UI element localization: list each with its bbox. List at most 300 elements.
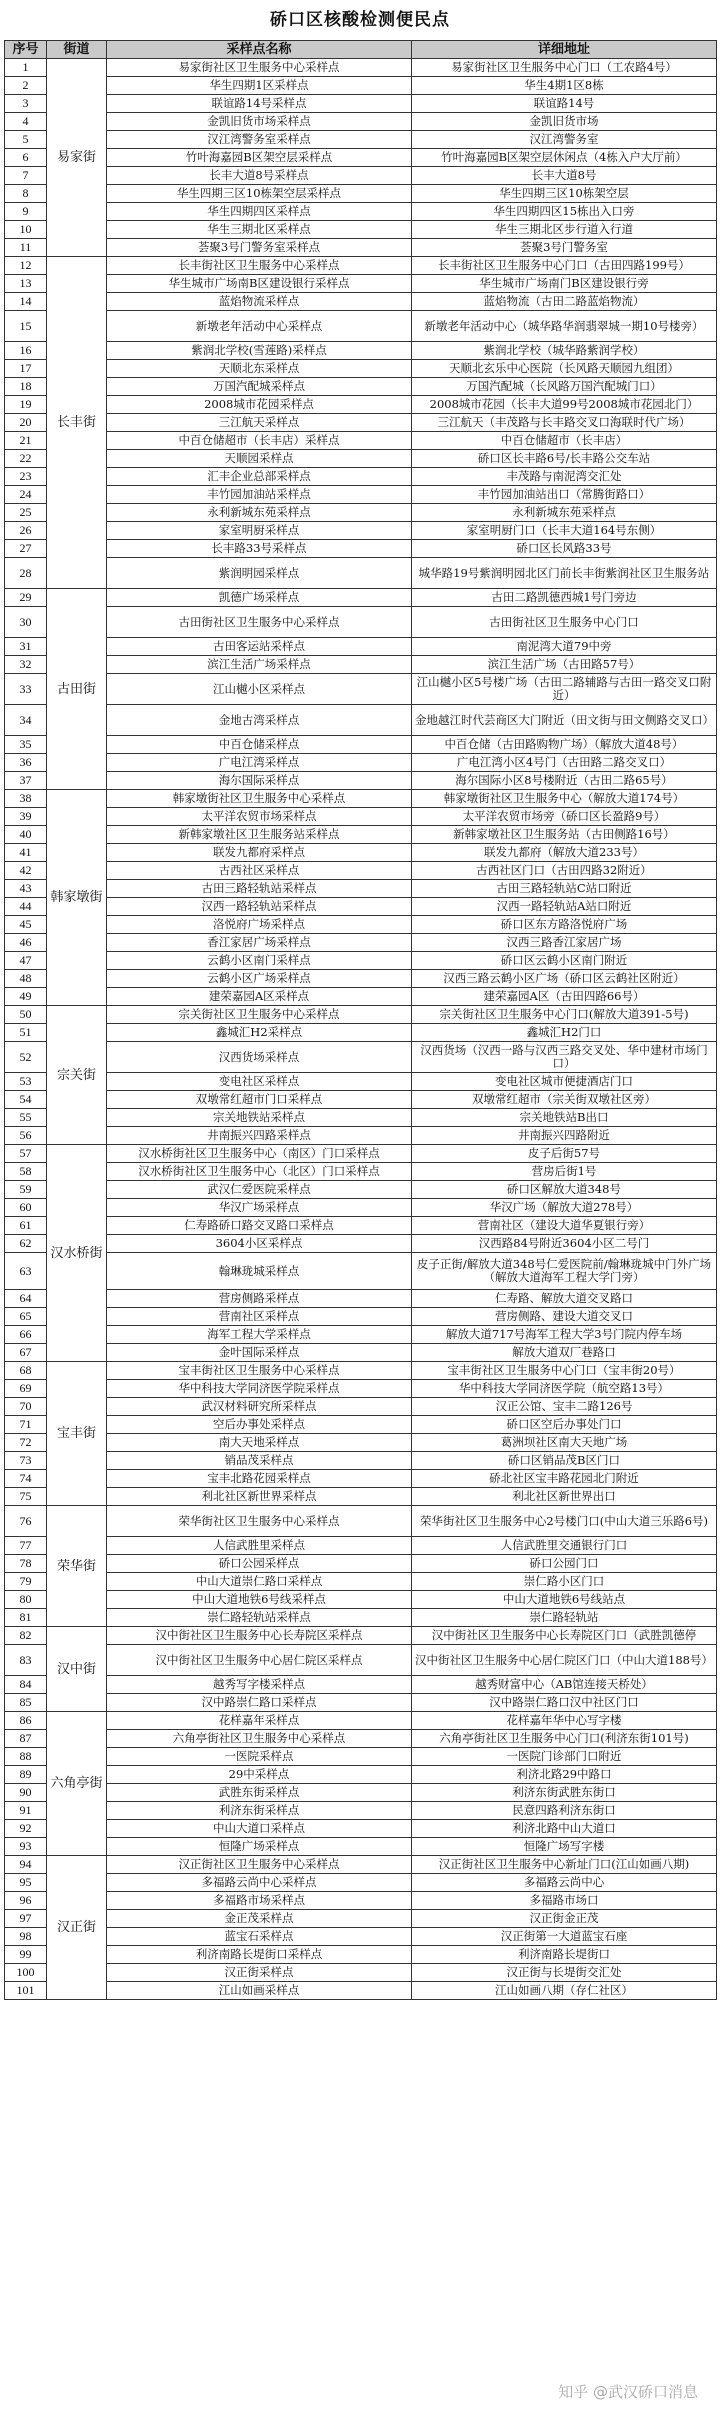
cell-site-name: 云鹤小区广场采样点: [107, 970, 412, 988]
cell-address: 华汉广场（解放大道278号）: [412, 1199, 717, 1217]
watermark-text: 知乎 @武汉硚口消息: [558, 2383, 698, 2401]
table-row: [5, 988, 717, 1006]
cell-site-name: 营南社区采样点: [107, 1308, 412, 1326]
table-row: [5, 656, 717, 674]
cell-address: 古西社区门口（古田四路32附近）: [412, 862, 717, 880]
cell-seq: 31: [5, 638, 47, 656]
table-row: [5, 952, 717, 970]
cell-address: 汉正街与长堤街交汇处: [412, 1964, 717, 1982]
cell-seq: 76: [5, 1506, 47, 1537]
cell-site-name: 永利新城东苑采样点: [107, 504, 412, 522]
cell-address: 井南振兴四路附近: [412, 1127, 717, 1145]
cell-address: 汉中街社区卫生服务中心居仁院区门口（中山大道188号）: [412, 1645, 717, 1676]
cell-site-name: 崇仁路轻轨站采样点: [107, 1609, 412, 1627]
cell-seq: 66: [5, 1326, 47, 1344]
cell-address: 华生三期北区步行道入行道: [412, 221, 717, 239]
table-row: [5, 1591, 717, 1609]
cell-address: 永利新城东苑采样点: [412, 504, 717, 522]
cell-address: 六角亭街社区卫生服务中心门口(利济东街101号): [412, 1730, 717, 1748]
table-row: [5, 1006, 717, 1024]
table-row: [5, 826, 717, 844]
cell-site-name: 武汉仁爱医院采样点: [107, 1181, 412, 1199]
cell-address: 利济东街武胜东街口: [412, 1784, 717, 1802]
cell-seq: 79: [5, 1573, 47, 1591]
cell-site-name: 南大天地采样点: [107, 1434, 412, 1452]
table-row: [5, 1694, 717, 1712]
cell-site-name: 一医院采样点: [107, 1748, 412, 1766]
cell-seq: 33: [5, 674, 47, 705]
cell-seq: 53: [5, 1073, 47, 1091]
cell-address: 花样嘉年华中心写字楼: [412, 1712, 717, 1730]
cell-site-name: 华生四期1区采样点: [107, 77, 412, 95]
cell-seq: 85: [5, 1694, 47, 1712]
table-row: [5, 1488, 717, 1506]
cell-seq: 46: [5, 934, 47, 952]
cell-seq: 86: [5, 1712, 47, 1730]
table-row: [5, 1163, 717, 1181]
cell-site-name: 华生三期北区采样点: [107, 221, 412, 239]
table-row: [5, 360, 717, 378]
table-row: [5, 378, 717, 396]
cell-site-name: 长丰路33号采样点: [107, 540, 412, 558]
cell-street: 六角亭街: [47, 1712, 107, 1856]
cell-site-name: 汉中街社区卫生服务中心长寿院区采样点: [107, 1627, 412, 1645]
table-row: [5, 396, 717, 414]
table-row: [5, 1253, 717, 1290]
cell-seq: 55: [5, 1109, 47, 1127]
cell-address: 古田三路轻轨站C站口附近: [412, 880, 717, 898]
cell-seq: 6: [5, 149, 47, 167]
table-row: [5, 1380, 717, 1398]
cell-seq: 16: [5, 342, 47, 360]
cell-site-name: 中山大道地铁6号线采样点: [107, 1591, 412, 1609]
cell-seq: 74: [5, 1470, 47, 1488]
cell-address: 金凯旧货市场: [412, 113, 717, 131]
table-row: [5, 1784, 717, 1802]
cell-seq: 88: [5, 1748, 47, 1766]
cell-site-name: 古西社区采样点: [107, 862, 412, 880]
cell-address: 三江航天（丰茂路与长丰路交叉口海联时代广场）: [412, 414, 717, 432]
cell-street: 易家街: [47, 59, 107, 257]
cell-seq: 25: [5, 504, 47, 522]
cell-address: 金地越江时代芸商区大门附近（田文街与田文侧路交叉口）: [412, 705, 717, 736]
cell-seq: 60: [5, 1199, 47, 1217]
table-row: [5, 844, 717, 862]
cell-seq: 15: [5, 311, 47, 342]
cell-address: 长丰大道8号: [412, 167, 717, 185]
cell-seq: 67: [5, 1344, 47, 1362]
cell-seq: 9: [5, 203, 47, 221]
cell-address: 硚口区销品茂B区门口: [412, 1452, 717, 1470]
table-row: [5, 1181, 717, 1199]
cell-site-name: 2008城市花园采样点: [107, 396, 412, 414]
cell-address: 海尔国际小区8号楼附近（古田二路65号）: [412, 772, 717, 790]
table-row: [5, 311, 717, 342]
table-row: [5, 1109, 717, 1127]
table-row: [5, 1537, 717, 1555]
table-row: [5, 1290, 717, 1308]
cell-site-name: 蓝焰物流采样点: [107, 293, 412, 311]
cell-site-name: 井南振兴四路采样点: [107, 1127, 412, 1145]
cell-site-name: 天顺北东采样点: [107, 360, 412, 378]
cell-seq: 38: [5, 790, 47, 808]
cell-address: 皮子后街57号: [412, 1145, 717, 1163]
table-row: [5, 638, 717, 656]
cell-seq: 75: [5, 1488, 47, 1506]
cell-seq: 91: [5, 1802, 47, 1820]
cell-address: 家室明厨门口（长丰大道164号东侧）: [412, 522, 717, 540]
cell-site-name: 华中科技大学同济医学院采样点: [107, 1380, 412, 1398]
cell-address: 中百仓储（古田路购物广场）（解放大道48号）: [412, 736, 717, 754]
cell-seq: 29: [5, 589, 47, 607]
cell-address: 汉西货场（汉西一路与汉西三路交叉处、华中建材市场门口）: [412, 1042, 717, 1073]
cell-address: 解放大道717号海军工程大学3号门院内停车场: [412, 1326, 717, 1344]
cell-site-name: 中百仓储超市（长丰店）采样点: [107, 432, 412, 450]
cell-seq: 87: [5, 1730, 47, 1748]
cell-address: 利北社区新世界出口: [412, 1488, 717, 1506]
cell-seq: 54: [5, 1091, 47, 1109]
cell-address: 汉正街金正茂: [412, 1910, 717, 1928]
cell-seq: 84: [5, 1676, 47, 1694]
cell-address: 竹叶海嘉园B区架空层休闲点（4栋入户大厅前）: [412, 149, 717, 167]
cell-address: 汉西三路云鹤小区广场（硚口区云鹤社区附近）: [412, 970, 717, 988]
cell-address: 韩家墩街社区卫生服务中心（解放大道174号）: [412, 790, 717, 808]
cell-seq: 81: [5, 1609, 47, 1627]
cell-seq: 94: [5, 1856, 47, 1874]
cell-address: 汉中路崇仁路口汉中社区门口: [412, 1694, 717, 1712]
cell-seq: 2: [5, 77, 47, 95]
cell-seq: 41: [5, 844, 47, 862]
table-row: [5, 1308, 717, 1326]
cell-address: 荣华街社区卫生服务中心2号楼门口(中山大道三乐路6号): [412, 1506, 717, 1537]
cell-site-name: 硚口公园采样点: [107, 1555, 412, 1573]
cell-address: 华中科技大学同济医学院（航空路13号）: [412, 1380, 717, 1398]
table-row: [5, 754, 717, 772]
cell-street: 荣华街: [47, 1506, 107, 1627]
cell-address: 天顺北玄乐中心医院（长风路天顺园九组团）: [412, 360, 717, 378]
cell-address: 汉西一路轻轨站A站口附近: [412, 898, 717, 916]
cell-seq: 24: [5, 486, 47, 504]
cell-seq: 48: [5, 970, 47, 988]
cell-seq: 44: [5, 898, 47, 916]
cell-seq: 70: [5, 1398, 47, 1416]
table-row: [5, 934, 717, 952]
cell-address: 多福路市场口: [412, 1892, 717, 1910]
cell-address: 硚口区空后办事处门口: [412, 1416, 717, 1434]
table-row: [5, 203, 717, 221]
cell-address: 汉西三路香江家居广场: [412, 934, 717, 952]
cell-site-name: 宝丰街社区卫生服务中心采样点: [107, 1362, 412, 1380]
cell-site-name: 汉中街社区卫生服务中心居仁院区采样点: [107, 1645, 412, 1676]
cell-site-name: 广电江湾采样点: [107, 754, 412, 772]
cell-seq: 92: [5, 1820, 47, 1838]
cell-seq: 72: [5, 1434, 47, 1452]
cell-seq: 4: [5, 113, 47, 131]
cell-site-name: 云鹤小区南门采样点: [107, 952, 412, 970]
cell-address: 宗关街社区卫生服务中心门口(解放大道391-5号): [412, 1006, 717, 1024]
cell-seq: 101: [5, 1982, 47, 2000]
cell-site-name: 武胜东街采样点: [107, 1784, 412, 1802]
cell-site-name: 多福路云尚中心采样点: [107, 1874, 412, 1892]
cell-address: 广电江湾小区4号门（古田路二路交叉口）: [412, 754, 717, 772]
cell-address: 营南社区（建设大道华夏银行旁）: [412, 1217, 717, 1235]
table-row: [5, 486, 717, 504]
table-row: [5, 1892, 717, 1910]
cell-site-name: 天顺园采样点: [107, 450, 412, 468]
cell-address: 营房后街1号: [412, 1163, 717, 1181]
table-row: [5, 1506, 717, 1537]
table-row: [5, 1073, 717, 1091]
cell-seq: 13: [5, 275, 47, 293]
cell-address: 葛洲坝社区南大天地广场: [412, 1434, 717, 1452]
cell-seq: 99: [5, 1946, 47, 1964]
cell-address: 硚北社区宝丰路花园北门附近: [412, 1470, 717, 1488]
table-row: [5, 1091, 717, 1109]
cell-address: 汉西路84号附近3604小区二号门: [412, 1235, 717, 1253]
cell-seq: 52: [5, 1042, 47, 1073]
cell-site-name: 六角亭街社区卫生服务中心采样点: [107, 1730, 412, 1748]
cell-site-name: 多福路市场采样点: [107, 1892, 412, 1910]
cell-seq: 17: [5, 360, 47, 378]
cell-site-name: 荟聚3号门警务室采样点: [107, 239, 412, 257]
cell-address: 联发九都府（解放大道233号）: [412, 844, 717, 862]
table-row: [5, 970, 717, 988]
cell-site-name: 海军工程大学采样点: [107, 1326, 412, 1344]
cell-site-name: 汉江湾警务室采样点: [107, 131, 412, 149]
cell-site-name: 洛悦府广场采样点: [107, 916, 412, 934]
cell-site-name: 华生城市广场南B区建设银行采样点: [107, 275, 412, 293]
table-row: [5, 1573, 717, 1591]
cell-address: 利济南路长堤街口: [412, 1946, 717, 1964]
table-row: [5, 1802, 717, 1820]
cell-site-name: 三江航天采样点: [107, 414, 412, 432]
cell-seq: 36: [5, 754, 47, 772]
cell-seq: 39: [5, 808, 47, 826]
cell-address: 2008城市花园（长丰大道99号2008城市花园北门）: [412, 396, 717, 414]
table-row: [5, 589, 717, 607]
cell-seq: 51: [5, 1024, 47, 1042]
cell-address: 人信武胜里交通银行门口: [412, 1537, 717, 1555]
table-row: [5, 1362, 717, 1380]
cell-address: 丰竹园加油站出口（常腾街路口）: [412, 486, 717, 504]
cell-seq: 50: [5, 1006, 47, 1024]
table-row: [5, 1398, 717, 1416]
cell-seq: 23: [5, 468, 47, 486]
cell-site-name: 华汉广场采样点: [107, 1199, 412, 1217]
cell-seq: 100: [5, 1964, 47, 1982]
cell-address: 华生四期四区15栋出入口旁: [412, 203, 717, 221]
cell-site-name: 蓝宝石采样点: [107, 1928, 412, 1946]
cell-address: 利济北路29中路口: [412, 1766, 717, 1784]
cell-street: 宝丰街: [47, 1362, 107, 1506]
cell-seq: 73: [5, 1452, 47, 1470]
cell-address: 越秀财富中心（AB馆连接天桥处）: [412, 1676, 717, 1694]
cell-site-name: 江山如画采样点: [107, 1982, 412, 2000]
table-row: [5, 898, 717, 916]
cell-site-name: 中百仓储采样点: [107, 736, 412, 754]
cell-address: 中山大道地铁6号线站点: [412, 1591, 717, 1609]
cell-address: 城华路19号紫润明园北区门前长丰街紫润社区卫生服务站: [412, 558, 717, 589]
cell-site-name: 新韩家墩社区卫生服务站采样点: [107, 826, 412, 844]
table-row: [5, 1235, 717, 1253]
cell-seq: 64: [5, 1290, 47, 1308]
cell-site-name: 金正茂采样点: [107, 1910, 412, 1928]
table-row: [5, 468, 717, 486]
cell-site-name: 翰琳珑城采样点: [107, 1253, 412, 1290]
cell-site-name: 紫润北学校(雪莲路)采样点: [107, 342, 412, 360]
cell-address: 多福路云尚中心: [412, 1874, 717, 1892]
cell-site-name: 3604小区采样点: [107, 1235, 412, 1253]
cell-address: 华生4期1区8栋: [412, 77, 717, 95]
table-row: [5, 221, 717, 239]
cell-seq: 63: [5, 1253, 47, 1290]
cell-address: 汉正公馆、宝丰二路126号: [412, 1398, 717, 1416]
table-row: [5, 522, 717, 540]
cell-site-name: 营房侧路采样点: [107, 1290, 412, 1308]
cell-site-name: 宗关地铁站采样点: [107, 1109, 412, 1127]
table-row: [5, 1416, 717, 1434]
cell-seq: 21: [5, 432, 47, 450]
cell-street: 长丰街: [47, 257, 107, 589]
table-row: [5, 1946, 717, 1964]
cell-seq: 22: [5, 450, 47, 468]
table-row: [5, 131, 717, 149]
cell-address: 滨江生活广场（古田路57号）: [412, 656, 717, 674]
table-row: [5, 450, 717, 468]
cell-address: 硚口区长风路33号: [412, 540, 717, 558]
table-row: [5, 1434, 717, 1452]
cell-seq: 45: [5, 916, 47, 934]
cell-address: 新韩家墩社区卫生服务站（古田侧路16号）: [412, 826, 717, 844]
cell-address: 硚口区东方路洛悦府广场: [412, 916, 717, 934]
table-row: [5, 257, 717, 275]
cell-address: 硚口区云鹤小区南门附近: [412, 952, 717, 970]
table-row: [5, 790, 717, 808]
cell-address: 建荣嘉园A区（古田四路66号）: [412, 988, 717, 1006]
cell-site-name: 华生四期四区采样点: [107, 203, 412, 221]
cell-address: 变电社区城市便捷酒店门口: [412, 1073, 717, 1091]
cell-site-name: 万国汽配城采样点: [107, 378, 412, 396]
cell-address: 紫润北学校（城华路紫润学校）: [412, 342, 717, 360]
table-row: [5, 1856, 717, 1874]
cell-address: 崇仁路轻轨站: [412, 1609, 717, 1627]
cell-address: 古田街社区卫生服务中心门口: [412, 607, 717, 638]
cell-seq: 57: [5, 1145, 47, 1163]
table-row: [5, 1217, 717, 1235]
cell-seq: 47: [5, 952, 47, 970]
cell-site-name: 古田客运站采样点: [107, 638, 412, 656]
cell-address: 联谊路14号: [412, 95, 717, 113]
table-row: [5, 1820, 717, 1838]
cell-address: 汉江湾警务室: [412, 131, 717, 149]
table-row: [5, 239, 717, 257]
table-row: [5, 1874, 717, 1892]
cell-address: 鑫城汇H2门口: [412, 1024, 717, 1042]
cell-seq: 30: [5, 607, 47, 638]
cell-site-name: 武汉材料研究所采样点: [107, 1398, 412, 1416]
cell-address: 丰茂路与南泥湾交汇处: [412, 468, 717, 486]
cell-address: 古田二路凯德西城1号门旁边: [412, 589, 717, 607]
cell-seq: 59: [5, 1181, 47, 1199]
cell-address: 中百仓储超市（长丰店）: [412, 432, 717, 450]
cell-site-name: 华生四期三区10栋架空层采样点: [107, 185, 412, 203]
table-header-row: [5, 41, 717, 59]
cell-site-name: 凯德广场采样点: [107, 589, 412, 607]
cell-seq: 49: [5, 988, 47, 1006]
table-row: [5, 607, 717, 638]
cell-address: 皮子正街/解放大道348号仁爱医院前/翰琳珑城中门外广场（解放大道海军工程大学门旁）: [412, 1253, 717, 1290]
table-row: [5, 540, 717, 558]
cell-site-name: 联发九都府采样点: [107, 844, 412, 862]
cell-seq: 89: [5, 1766, 47, 1784]
table-row: [5, 95, 717, 113]
cell-address: 江山如画八期（存仁社区）: [412, 1982, 717, 2000]
table-row: [5, 1766, 717, 1784]
cell-address: 太平洋农贸市场旁（硚口区长盈路9号）: [412, 808, 717, 826]
cell-address: 利济北路中山大道口: [412, 1820, 717, 1838]
cell-seq: 71: [5, 1416, 47, 1434]
cell-site-name: 古田三路轻轨站采样点: [107, 880, 412, 898]
table-row: [5, 1145, 717, 1163]
cell-site-name: 中山大道口采样点: [107, 1820, 412, 1838]
cell-address: 蓝焰物流（古田二路蓝焰物流）: [412, 293, 717, 311]
cell-address: 仁寿路、解放大道交叉路口: [412, 1290, 717, 1308]
cell-site-name: 29中采样点: [107, 1766, 412, 1784]
cell-site-name: 汉西货场采样点: [107, 1042, 412, 1073]
cell-site-name: 花样嘉年采样点: [107, 1712, 412, 1730]
cell-address: 易家街社区卫生服务中心门口（工农路4号）: [412, 59, 717, 77]
cell-site-name: 长丰大道8号采样点: [107, 167, 412, 185]
cell-address: 硚口区长丰路6号/长丰路公交车站: [412, 450, 717, 468]
table-row: [5, 1199, 717, 1217]
table-row: [5, 674, 717, 705]
cell-street: 韩家墩街: [47, 790, 107, 1006]
cell-site-name: 汉中路崇仁路口采样点: [107, 1694, 412, 1712]
cell-site-name: 古田街社区卫生服务中心采样点: [107, 607, 412, 638]
cell-seq: 56: [5, 1127, 47, 1145]
table-row: [5, 1838, 717, 1856]
cell-site-name: 江山樾小区采样点: [107, 674, 412, 705]
cell-seq: 95: [5, 1874, 47, 1892]
cell-site-name: 越秀写字楼采样点: [107, 1676, 412, 1694]
cell-site-name: 恒隆广场采样点: [107, 1838, 412, 1856]
cell-seq: 27: [5, 540, 47, 558]
cell-seq: 93: [5, 1838, 47, 1856]
cell-seq: 80: [5, 1591, 47, 1609]
cell-site-name: 利北社区新世界采样点: [107, 1488, 412, 1506]
cell-seq: 18: [5, 378, 47, 396]
cell-site-name: 利济南路长堤街口采样点: [107, 1946, 412, 1964]
cell-seq: 90: [5, 1784, 47, 1802]
table-row: [5, 1645, 717, 1676]
cell-site-name: 汉水桥街社区卫生服务中心（南区）门口采样点: [107, 1145, 412, 1163]
cell-address: 硚口区解放大道348号: [412, 1181, 717, 1199]
table-row: [5, 1910, 717, 1928]
cell-site-name: 中山大道崇仁路口采样点: [107, 1573, 412, 1591]
cell-site-name: 汉水桥街社区卫生服务中心（北区）门口采样点: [107, 1163, 412, 1181]
header-address: 详细地址: [412, 41, 717, 59]
table-row: [5, 1928, 717, 1946]
cell-site-name: 香江家居广场采样点: [107, 934, 412, 952]
cell-site-name: 金叶国际采样点: [107, 1344, 412, 1362]
table-row: [5, 1730, 717, 1748]
cell-seq: 7: [5, 167, 47, 185]
cell-address: 汉中街社区卫生服务中心长寿院区门口（武胜凯德停: [412, 1627, 717, 1645]
table-row: [5, 504, 717, 522]
cell-site-name: 变电社区采样点: [107, 1073, 412, 1091]
cell-seq: 82: [5, 1627, 47, 1645]
cell-site-name: 仁寿路硚口路交叉路口采样点: [107, 1217, 412, 1235]
